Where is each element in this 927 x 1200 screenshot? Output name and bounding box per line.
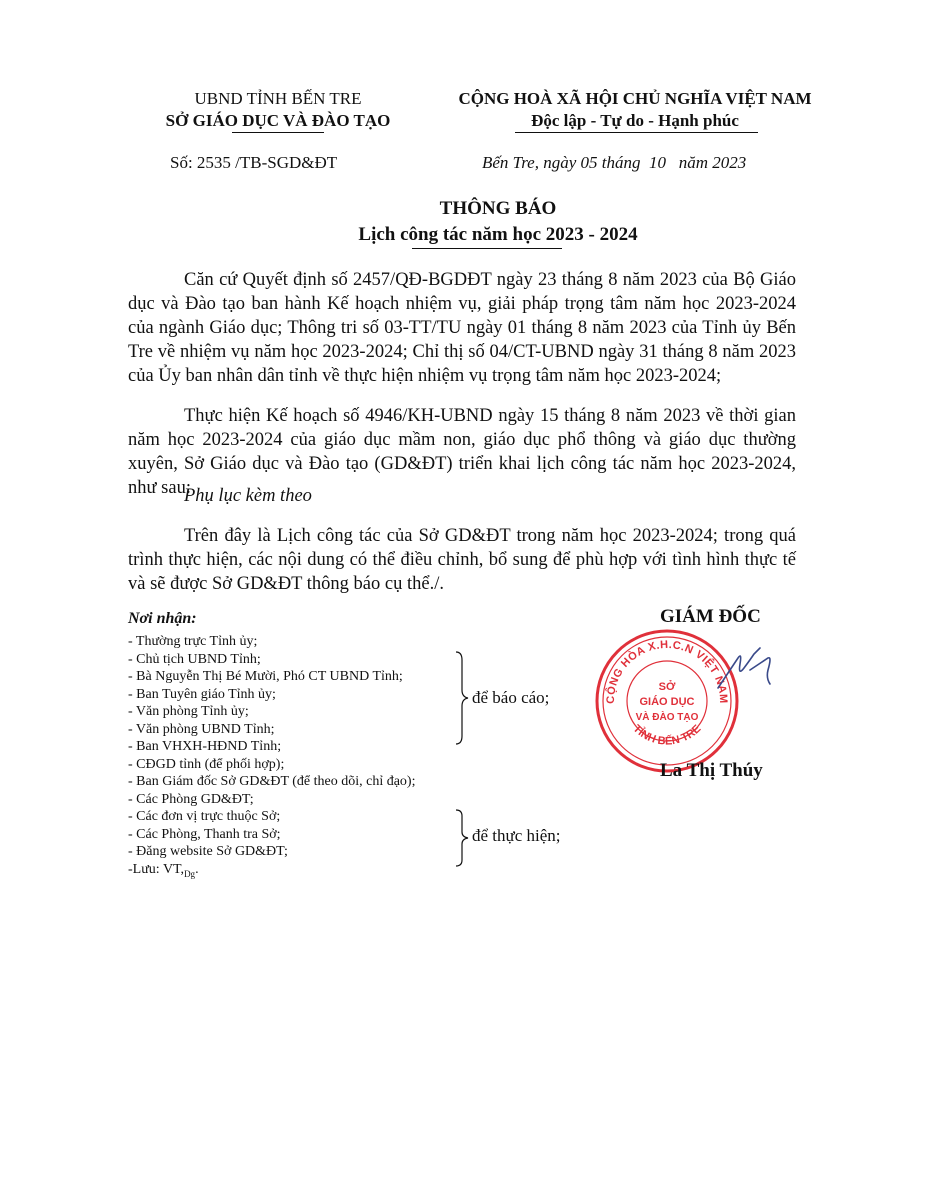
header-left (128, 88, 428, 132)
title-main: THÔNG BÁO (439, 198, 557, 219)
list-item: - Các Phòng, Thanh tra Sở; (128, 826, 281, 842)
title-underline (412, 248, 562, 249)
list-item: - Ban VHXH-HĐND Tỉnh; (128, 739, 282, 754)
header-right (430, 88, 840, 132)
archive-end: . (195, 861, 199, 877)
list-item: - CĐGD tỉnh (để phối hợp); (128, 756, 285, 772)
handwritten-signature-icon (710, 640, 780, 700)
brace-report-icon (452, 650, 472, 746)
archive-line (128, 861, 415, 883)
body-paragraph-3: Trên đây là Lịch công tác của Sở GD&ĐT trong năm học 2023-2024; trong quá trình thực hiện, các nội dung có thể điều chỉnh, bổ sung để phù hợp với tình hình thực tế và sẽ được Sở GD&ĐT thông báo cụ thể./. (128, 526, 796, 594)
national-title: CỘNG HOÀ XÃ HỘI CHỦ NGHĨA VIỆT NAM (458, 89, 812, 108)
document-date: Bến Tre, ngày 05 tháng 10 năm 2023 (482, 153, 747, 172)
signer-position: GIÁM ĐỐC (660, 606, 761, 627)
svg-text:TỈNH BẾN TRE (631, 723, 704, 748)
province-committee: UBND TỈNH BẾN TRE (194, 89, 362, 108)
seal-line-2: GIÁO DỤC (639, 696, 695, 708)
report-label: để báo cáo; (472, 688, 550, 707)
signer-name: La Thị Thúy (660, 760, 763, 781)
list-item: - Ban Giám đốc Sở GD&ĐT (để theo dõi, chỉ đạo); (128, 774, 416, 789)
list-item: - Văn phòng Tỉnh ủy; (128, 704, 249, 719)
header-left-underline (232, 132, 324, 133)
list-item: - Ban Tuyên giáo Tỉnh ủy; (128, 686, 276, 702)
list-item: - Đăng website Sở GD&ĐT; (128, 844, 288, 859)
national-motto: Độc lập - Tự do - Hạnh phúc (531, 111, 739, 130)
list-item: - Chủ tịch UBND Tỉnh; (128, 651, 261, 667)
document-number: Số: 2535 /TB-SGD&ĐT (170, 153, 338, 172)
seal-line-1: SỞ (658, 681, 676, 693)
seal-line-3: VÀ ĐÀO TẠO (635, 712, 699, 723)
seal-bottom-text: TỈNH BẾN TRE (630, 722, 704, 748)
list-item: - Các đơn vị trực thuộc Sở; (128, 809, 281, 824)
implement-label: để thực hiện; (472, 826, 561, 845)
department-name: SỞ GIÁO DỤC VÀ ĐÀO TẠO (165, 111, 391, 130)
archive-text: -Lưu: VT, (128, 861, 185, 877)
list-item: - Bà Nguyễn Thị Bé Mười, Phó CT UBND Tỉnh; (128, 669, 403, 684)
brace-implement-icon (452, 808, 472, 868)
body-paragraph-2: Thực hiện Kế hoạch số 4946/KH-UBND ngày 15 tháng 8 năm 2023 về thời gian năm học 2023-2024 của giáo dục mầm non, giáo dục phổ thông và giáo dục thường xuyên, Sở Giáo dục và Đào tạo (GD&ĐT) triển khai lịch công tác năm học 2023-2024, như sau: (128, 406, 796, 498)
document-title (128, 196, 868, 248)
seal-outer-text: CỘNG HÒA X.H.C.N VIỆT NAM (604, 638, 730, 704)
list-item: - Văn phòng UBND Tỉnh; (128, 721, 275, 737)
list-item: - Thường trực Tỉnh ủy; (128, 634, 258, 649)
recipients-heading: Nơi nhận: (128, 610, 197, 627)
title-sub: Lịch công tác năm học 2023 - 2024 (358, 224, 638, 245)
body-paragraph-1: Căn cứ Quyết định số 2457/QĐ-BGDĐT ngày 23 tháng 8 năm 2023 của Bộ Giáo dục và Đào tạo ban hành Kế hoạch nhiệm vụ, giải pháp trọng tâm năm học 2023-2024 của ngành Giáo dục; Thông tri số 03-TT/TU ngày 01 tháng 8 năm 2023 của Tỉnh ủy Bến Tre về nhiệm vụ năm học 2023-2024; Chỉ thị số 04/CT-UBND ngày 31 tháng 8 năm 2023 của Ủy ban nhân dân tỉnh về thực hiện nhiệm vụ trọng tâm năm học 2023-2024; (128, 270, 796, 386)
list-item: - Các Phòng GD&ĐT; (128, 791, 254, 807)
header-right-underline (515, 132, 758, 133)
appendix-note: Phụ lục kèm theo (184, 486, 312, 506)
archive-initials: Dg (184, 868, 196, 879)
recipients-list (128, 633, 415, 883)
